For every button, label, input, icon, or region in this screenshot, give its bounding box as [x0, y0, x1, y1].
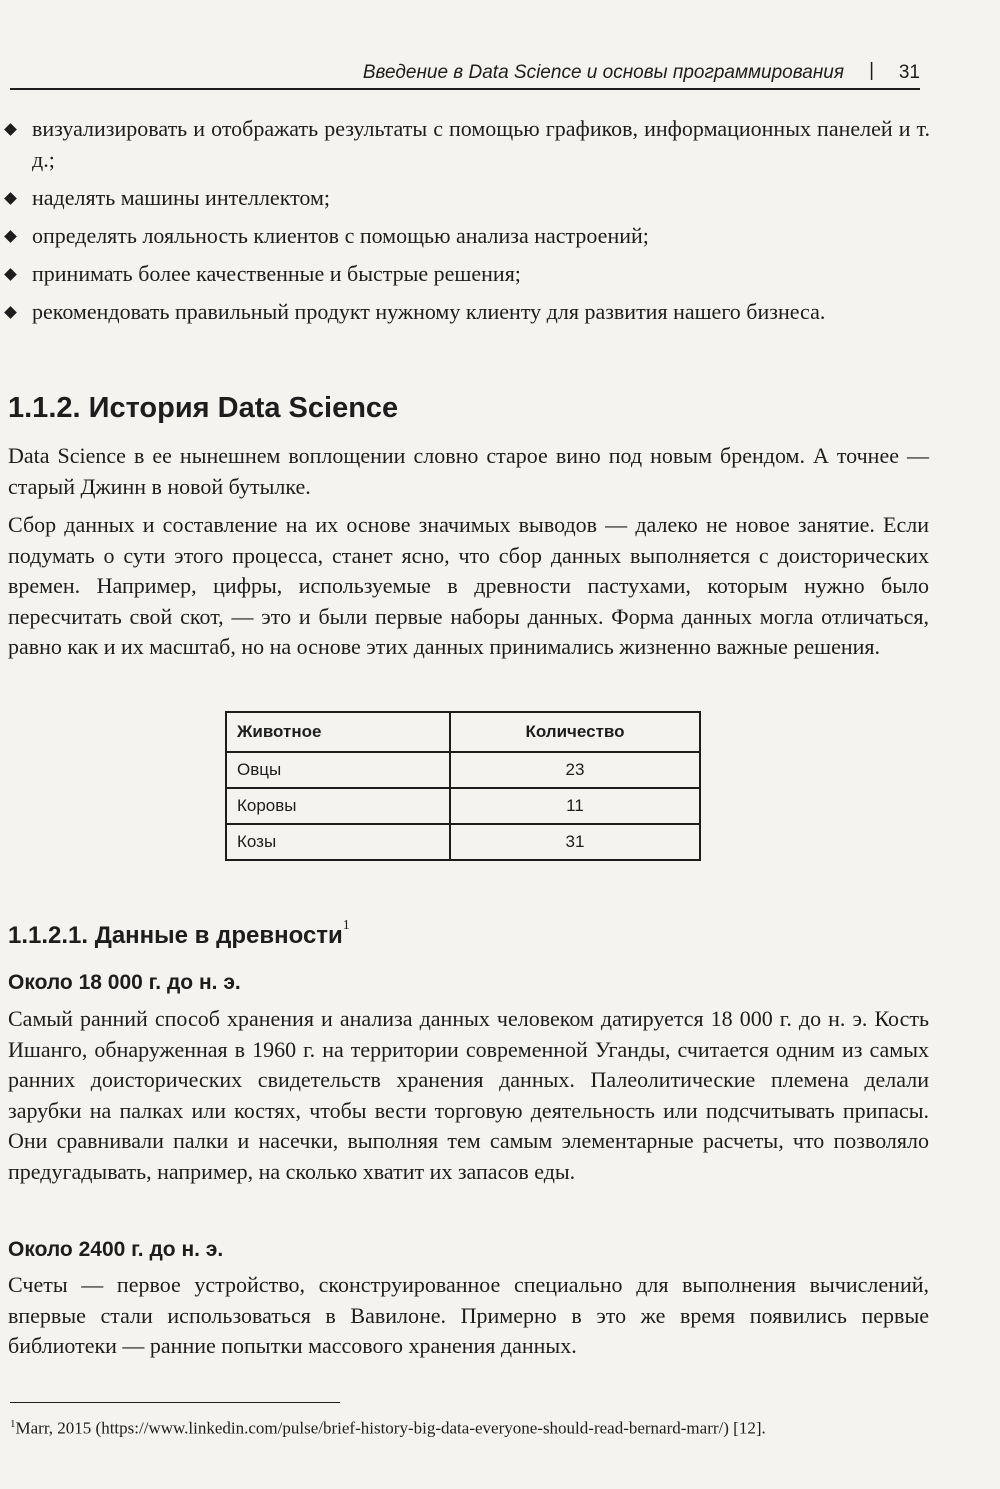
table-cell: 11 — [450, 788, 700, 824]
table-cell: Овцы — [226, 752, 450, 788]
running-header — [10, 60, 920, 90]
table-cell: Козы — [226, 824, 450, 860]
diamond-bullet-icon — [4, 123, 17, 136]
page-number: 31 — [898, 62, 920, 83]
bullet-list — [0, 113, 930, 334]
diamond-bullet-icon — [4, 268, 17, 281]
section-paragraph-2: Сбор данных и составление на их основе значимых выводов — далеко не новое занятие. Если подумать о сути этого процесса, станет ясно, что сбор данных выполняется с доисторических времен. Например, цифры, используемые в древности пастухами, которым нужно было пересчитать свой скот, — это и были первые наборы данных. Форма данных могла отличаться, равно как и их масштаб, но на основе этих данных принимались жизненно важные решения. — [8, 512, 929, 659]
subsection-heading — [8, 918, 350, 950]
table-header-cell: Животное — [226, 712, 450, 752]
footnote-mark: 1 — [10, 1418, 16, 1430]
era-heading-1: Около 18 000 г. до н. э. — [8, 971, 241, 994]
subsection-title: 1.1.2.1. Данные в древности — [8, 922, 343, 949]
footnote-reference[interactable]: 1 — [342, 918, 350, 933]
animal-count-table — [225, 711, 701, 861]
list-item — [0, 296, 930, 327]
table-row — [226, 752, 700, 788]
diamond-bullet-icon — [4, 230, 17, 243]
table-header-row — [226, 712, 700, 752]
bullet-text: принимать более качественные и быстрые решения; — [32, 261, 521, 286]
table-cell: 31 — [450, 824, 700, 860]
footnote — [10, 1418, 766, 1439]
bullet-text: визуализировать и отображать результаты с помощью графиков, информационных панелей и т. д.; — [32, 116, 930, 172]
table-cell: 23 — [450, 752, 700, 788]
era-paragraph-1: Самый ранний способ хранения и анализа данных человеком датируется 18 000 г. до н. э. Кость Ишанго, обнаруженная в 1960 г. на территории современной Уганды, считается одним из самых ранних доисторических свидетельств хранения данных. Палеолитические племена делали зарубки на палках или костях, чтобы вести торговую деятельность или подсчитывать припасы. Они сравнивали палки и насечки, выполняя тем самым элементарные расчеты, что позволяло предугадывать, например, на сколько хватит их запасов еды. — [8, 1006, 929, 1184]
table-row — [226, 788, 700, 824]
diamond-bullet-icon — [4, 192, 17, 205]
era-heading-2: Около 2400 г. до н. э. — [8, 1238, 224, 1261]
diamond-bullet-icon — [4, 306, 17, 319]
table-cell: Коровы — [226, 788, 450, 824]
bullet-text: рекомендовать правильный продукт нужному клиенту для развития нашего бизнеса. — [32, 299, 826, 324]
list-item — [0, 258, 930, 289]
section-heading: 1.1.2. История Data Science — [8, 392, 399, 424]
section-paragraph-1: Data Science в ее нынешнем воплощении словно старое вино под новым брендом. А точнее — старый Джинн в новой бутылке. — [8, 443, 929, 499]
footnote-divider — [10, 1402, 340, 1403]
running-title: Введение в Data Science и основы программирования — [362, 62, 844, 83]
table-row — [226, 824, 700, 860]
table-header-cell: Количество — [450, 712, 700, 752]
bullet-text: определять лояльность клиентов с помощью анализа настроений; — [32, 223, 649, 248]
bullet-text: наделять машины интеллектом; — [32, 185, 331, 210]
footnote-text: Marr, 2015 (https://www.linkedin.com/pulse/brief-history-big-data-everyone-should-read-bernard-marr/) [12]. — [15, 1418, 766, 1438]
list-item — [0, 182, 930, 213]
list-item — [0, 220, 930, 251]
list-item — [0, 113, 930, 175]
era-paragraph-2: Счеты — первое устройство, сконструированное специально для выполнения вычислений, впервые стали использоваться в Вавилоне. Примерно в это же время появились первые библиотеки — ранние попытки массового хранения данных. — [8, 1272, 929, 1358]
header-separator: | — [869, 60, 874, 81]
